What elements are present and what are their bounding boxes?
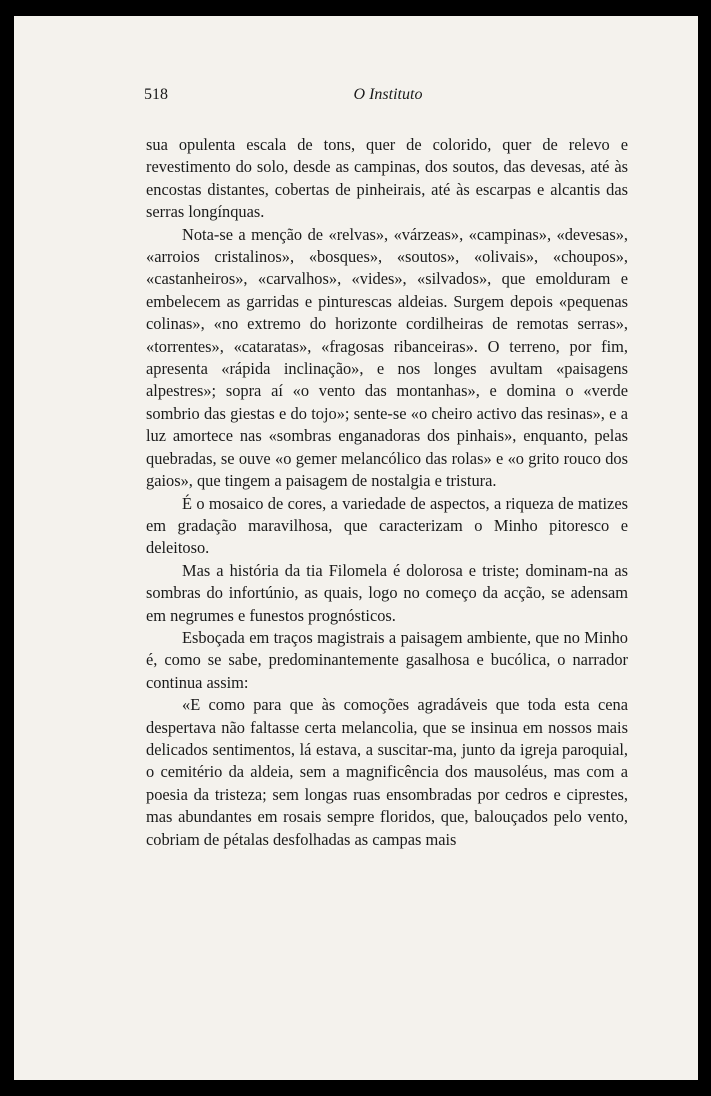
paragraph: sua opulenta escala de tons, quer de colorido, quer de relevo e revestimento do solo, desde as campinas, dos soutos, das devesas, até às encostas distantes, cobertas de pinheirais, até às escarpas e alcantis das serras longínquas. [146, 135, 628, 222]
paragraph: Nota-se a menção de «relvas», «várzeas», «campinas», «devesas», «arroios cristalinos», «bosques», «soutos», «olivais», «choupos», «castanheiros», «carvalhos», «vides», «silvados», que emolduram e embelecem as garridas e pinturescas aldeias. Surgem depois «pequenas colinas», «no extremo do horizonte cordilheiras de remotas serras», «torrentes», «cataratas», «fragosas ribanceiras». O terreno, por fim, apresenta «rápida inclinação», e nos longes avultam «paisagens alpestres»; sopra aí «o vento das montanhas», e domina o «verde sombrio das giestas e do tojo»; sente-se «o cheiro activo das resinas», e a luz amortece nas «sombras enganadoras dos pinhais», enquanto, pelas quebradas, se ouve «o gemer melancólico das rolas» e «o grito rouco dos gaios», que tingem a paisagem de nostalgia e tristura. [146, 224, 628, 491]
page-header [144, 86, 632, 110]
running-title: O Instituto [353, 86, 423, 103]
book-page [14, 16, 698, 1080]
paragraph: É o mosaico de cores, a variedade de aspectos, a riqueza de matizes em gradação maravilhosa, que caracterizam o Minho pitoresco e deleitoso. [146, 493, 628, 558]
page-number: 518 [144, 86, 168, 103]
body-text [146, 134, 628, 851]
paragraph: Mas a história da tia Filomela é dolorosa e triste; dominam-na as sombras do infortúnio, as quais, logo no começo da acção, se adensam em negrumes e funestos prognósticos. [146, 560, 628, 625]
paragraph: Esboçada em traços magistrais a paisagem ambiente, que no Minho é, como se sabe, predominantemente gasalhosa e bucólica, o narrador continua assim: [146, 627, 628, 692]
paragraph: «E como para que às comoções agradáveis que toda esta cena despertava não faltasse certa melancolia, que se insinua em nossos mais delicados sentimentos, lá estava, a suscitar-ma, junto da igreja paroquial, o cemitério da aldeia, sem a magnificência dos mausoléus, mas com a poesia da tristeza; sem longas ruas ensombradas por cedros e ciprestes, mas abundantes em rosais sempre floridos, que, balouçados pelo vento, cobriam de pétalas desfolhadas as campas mais [146, 695, 628, 849]
